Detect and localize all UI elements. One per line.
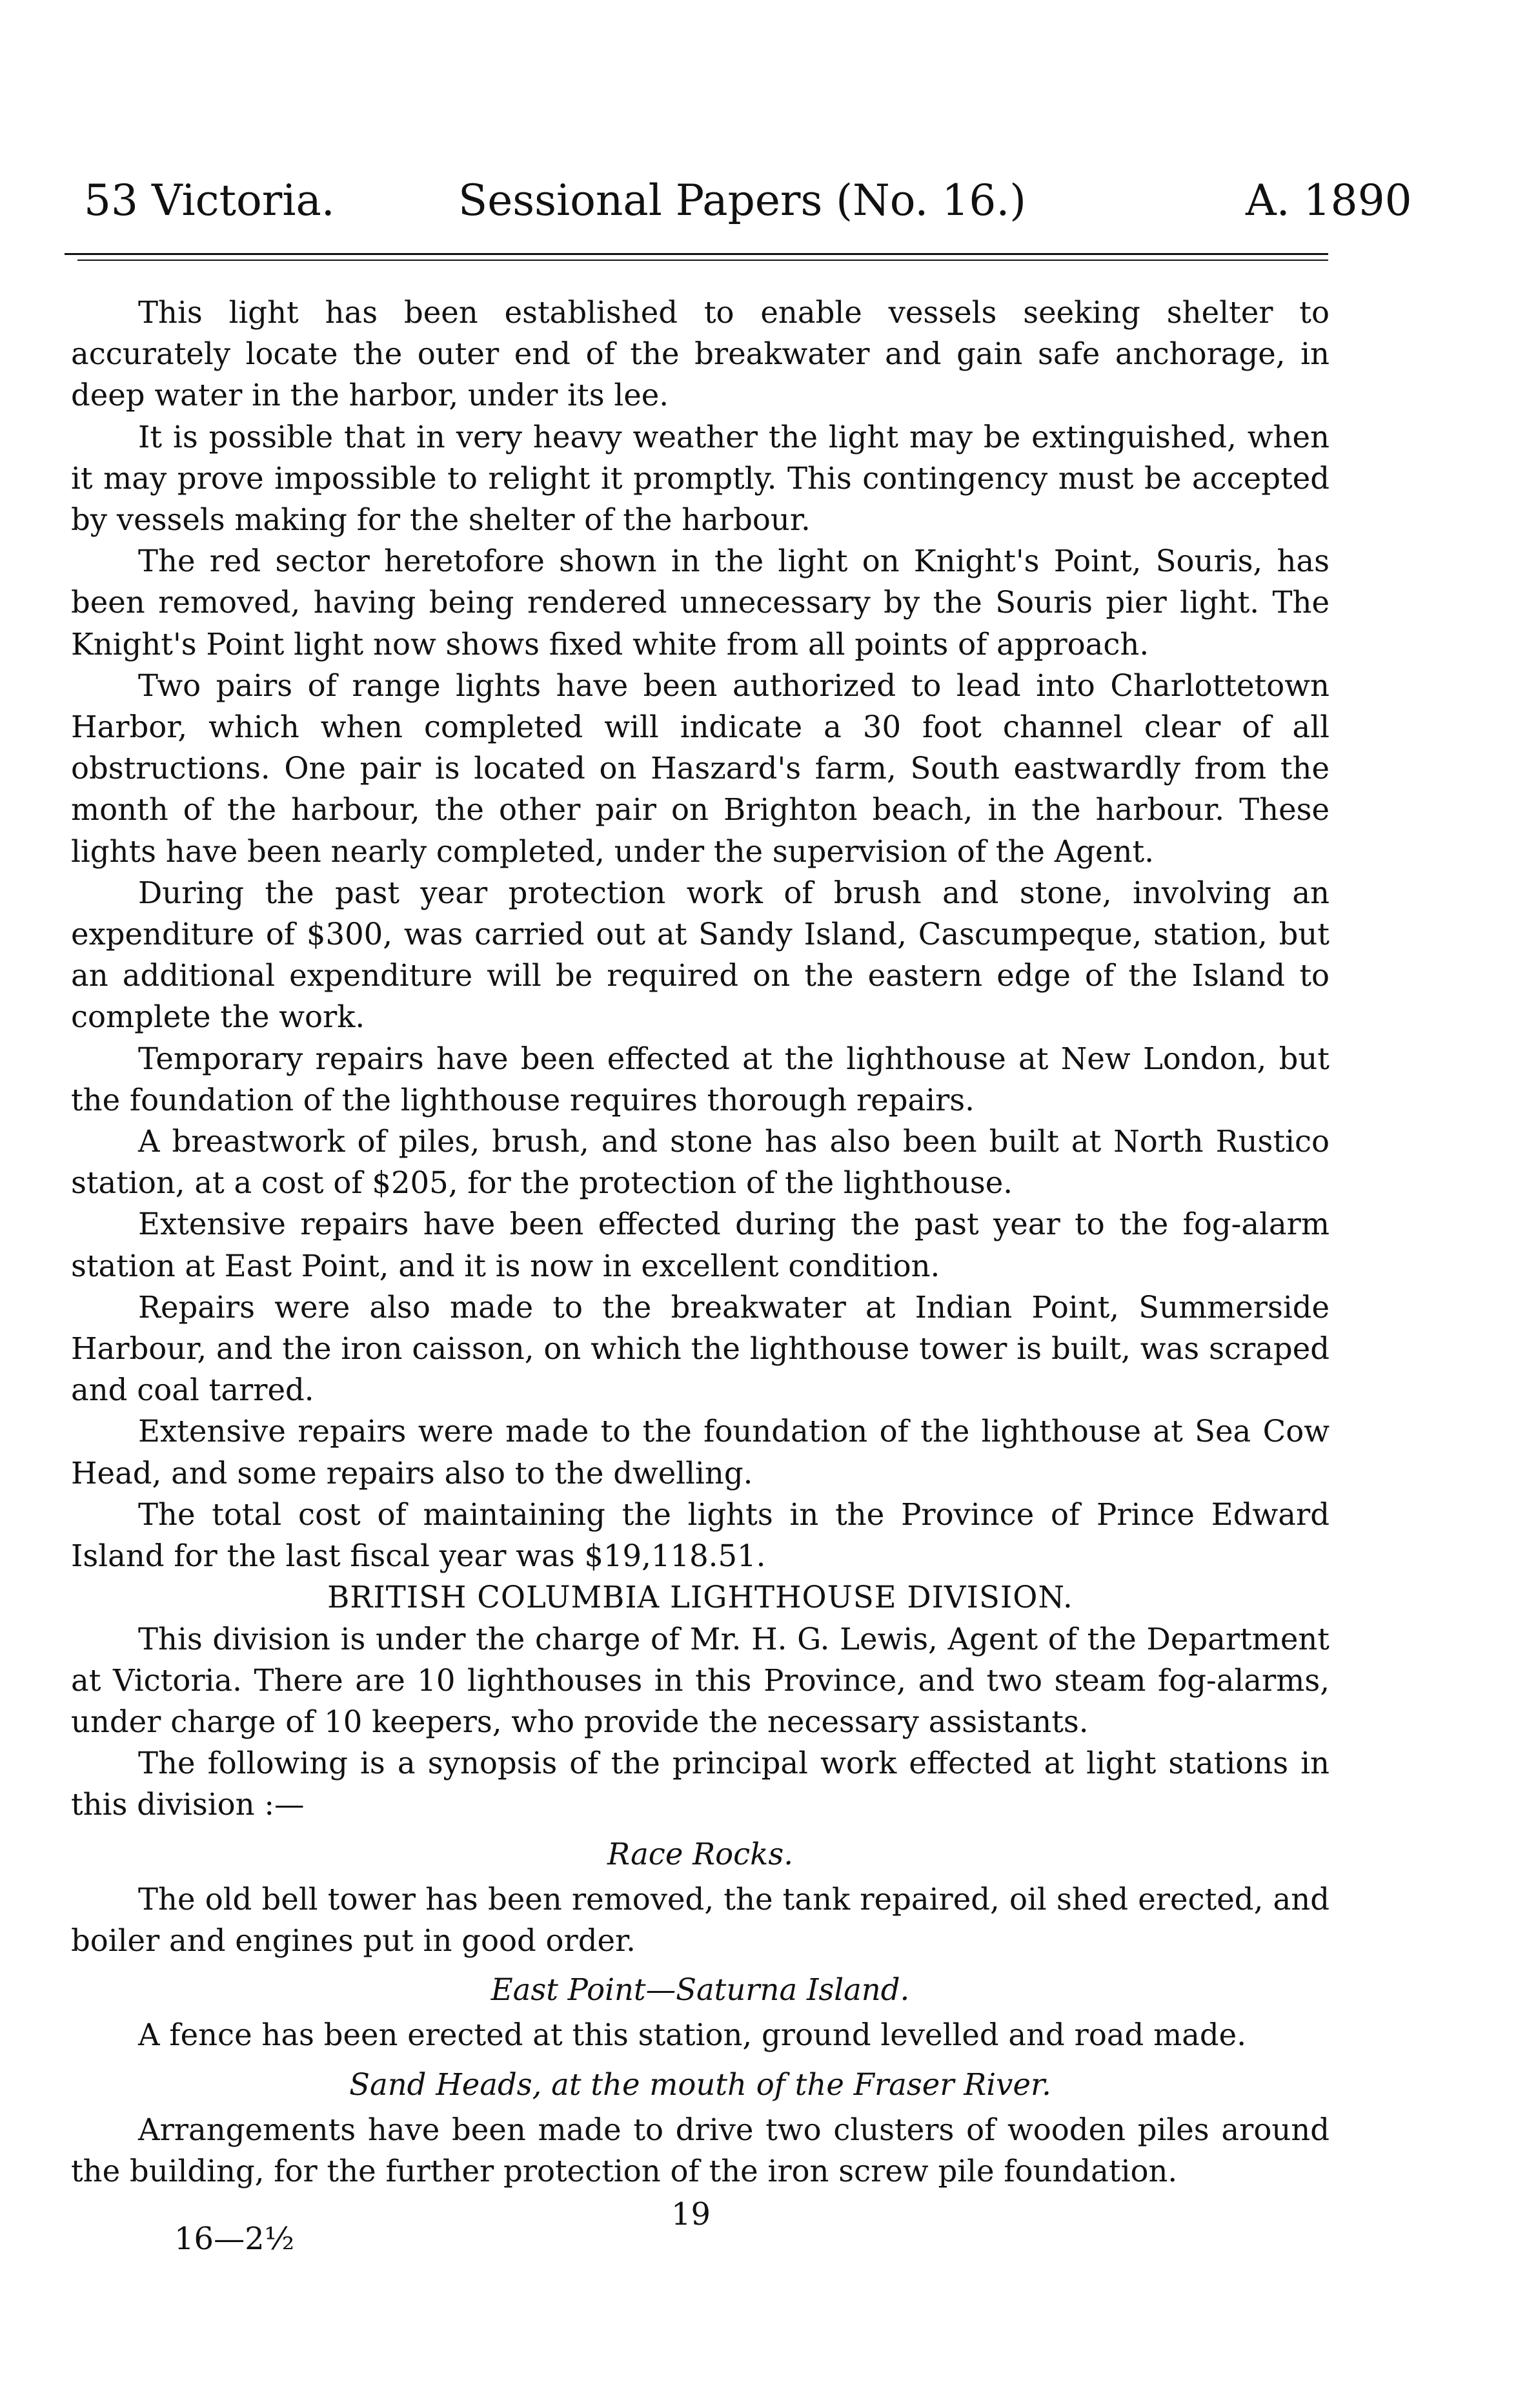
paragraph: The total cost of maintaining the lights in the Province of Prince Edward Island for the last fiscal year was $19,118.51. (71, 1496, 1330, 1574)
paragraph: This division is under the charge of Mr. H. G. Lewis, Agent of the Department at Victoria. There are 10 lighthouses in this Province, and two steam fog-alarms, under charge of 10 keepers, who provide the necessary assistants. (71, 1621, 1330, 1739)
paragraph: Extensive repairs have been effected during the past year to the fog-alarm station at East Point, and it is now in excellent condition. (71, 1207, 1330, 1283)
station-heading: Sand Heads, at the mouth of the Fraser River. (349, 2066, 1051, 2102)
signature-mark: 16—2½ (174, 2221, 295, 2257)
header-volume: 53 Victoria. (84, 176, 335, 225)
body-text (71, 292, 1330, 2192)
header-rule-bottom (77, 260, 1328, 261)
paragraph: It is possible that in very heavy weather the light may be extinguished, when it may prove impossible to relight it promptly. This contingency must be accepted by vessels making for the shelter of the harbour. (71, 419, 1330, 538)
station-heading: Race Rocks. (607, 1836, 793, 1872)
paragraph: Two pairs of range lights have been authorized to lead into Charlottetown Harbor, which when completed will indicate a 30 foot channel clear of all obstructions. One pair is located on Haszard's farm, South eastwardly from the month of the harbour, the other pair on Brighton beach, in the harbour. These lights have been nearly completed, under the supervision of the Agent. (71, 668, 1330, 869)
paragraph: Arrangements have been made to drive two clusters of wooden piles around the building, for the further protection of the iron screw pile foundation. (71, 2112, 1330, 2189)
section-heading: BRITISH COLUMBIA LIGHTHOUSE DIVISION. (327, 1580, 1073, 1615)
running-header (65, 176, 1412, 234)
paragraph: A breastwork of piles, brush, and stone has also been built at North Rustico station, at a cost of $205, for the protection of the lighthouse. (71, 1124, 1330, 1201)
paragraph: The red sector heretofore shown in the light on Knight's Point, Souris, has been removed, having being rendered unnecessary by the Souris pier light. The Knight's Point light now shows fixed white from all points of approach. (71, 544, 1330, 662)
paragraph: A fence has been erected at this station, ground levelled and road made. (138, 2017, 1246, 2053)
paragraph: During the past year protection work of brush and stone, involving an expenditure of $300, was carried out at Sandy Island, Cascumpeque, station, but an additional expenditure will be required on the eastern edge of the Island to complete the work. (71, 875, 1330, 1035)
paragraph: The following is a synopsis of the principal work effected at light stations in this division :— (71, 1746, 1330, 1822)
header-title: Sessional Papers (No. 16.) (458, 176, 1027, 225)
page-number: 19 (671, 2196, 711, 2232)
station-heading: East Point—Saturna Island. (490, 1972, 910, 2008)
paragraph: Repairs were also made to the breakwater at Indian Point, Summerside Harbour, and the iron caisson, on which the lighthouse tower is built, was scraped and coal tarred. (71, 1289, 1330, 1408)
paragraph: Extensive repairs were made to the foundation of the lighthouse at Sea Cow Head, and some repairs also to the dwelling. (71, 1414, 1330, 1491)
header-rule-top (65, 253, 1328, 255)
header-year: A. 1890 (1246, 176, 1412, 225)
paragraph: Temporary repairs have been effected at the lighthouse at New London, but the foundation of the lighthouse requires thorough repairs. (71, 1041, 1330, 1117)
paragraph: This light has been established to enable vessels seeking shelter to accurately locate the outer end of the breakwater and gain safe anchorage, in deep water in the harbor, under its lee. (71, 295, 1330, 413)
paragraph: The old bell tower has been removed, the tank repaired, oil shed erected, and boiler and engines put in good order. (71, 1881, 1330, 1958)
